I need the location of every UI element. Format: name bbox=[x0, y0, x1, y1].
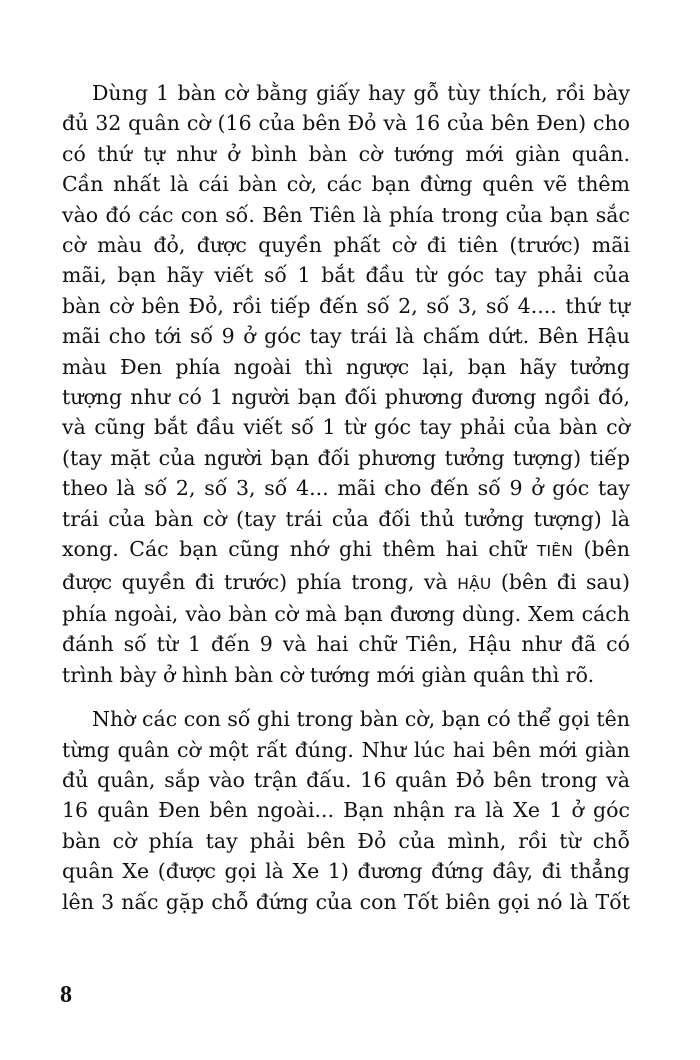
text-line: phía ngoài, vào bàn cờ mà bạn đương dùng. Xem cách bbox=[62, 601, 630, 626]
text-line: tượng như có 1 người bạn đối phương đương ngồi đó, bbox=[62, 385, 630, 410]
text-line: trình bày ở hình bàn cờ tướng mới giàn quân thì rõ. bbox=[62, 662, 595, 687]
text-line bbox=[62, 567, 630, 599]
text-line: mãi, bạn hãy viết số 1 bắt đầu từ góc tay phải của bbox=[62, 263, 630, 288]
text-line: đánh số từ 1 đến 9 và hai chữ Tiên, Hậu như đã có bbox=[62, 632, 630, 657]
text-line: có thứ tự như ở bình bàn cờ tướng mới giàn quân. bbox=[62, 141, 630, 166]
text-line: 16 quân Đen bên ngoài... Bạn nhận ra là Xe 1 ở góc bbox=[62, 798, 630, 823]
text-line: và cũng bắt đầu viết số 1 từ góc tay phải của bàn cờ bbox=[62, 415, 630, 440]
text-line: Dùng 1 bàn cờ bằng giấy hay gỗ tùy thích, rồi bày bbox=[92, 81, 630, 105]
text-line: bàn cờ bên Đỏ, rồi tiếp đến số 2, số 3, số 4.... thứ tự bbox=[62, 293, 630, 318]
hau-label: HẬU bbox=[457, 574, 492, 593]
text-line: màu Đen phía ngoài thì ngược lại, bạn hãy tưởng bbox=[62, 354, 630, 379]
text-line: quân Xe (được gọi là Xe 1) đương đứng đây, đi thẳng bbox=[62, 859, 630, 884]
text-line: đủ quân, sắp vào trận đấu. 16 quân Đỏ bên trong và bbox=[62, 767, 630, 792]
text-segment: (bên bbox=[573, 537, 630, 562]
body-text bbox=[62, 78, 630, 917]
text-line: (tay mặt của người bạn đối phương tưởng tượng) tiếp bbox=[62, 445, 630, 470]
text-line: trái của bàn cờ (tay trái của đối thủ tưởng tượng) là bbox=[62, 506, 630, 531]
text-line bbox=[62, 534, 630, 566]
text-segment: xong. Các bạn cũng nhớ ghi thêm hai chữ bbox=[62, 537, 537, 562]
paragraph-1 bbox=[62, 78, 630, 690]
text-line: từng quân cờ một rất đúng. Như lúc hai bên mới giàn bbox=[62, 737, 630, 762]
text-line: Cần nhất là cái bàn cờ, các bạn đừng quên vẽ thêm bbox=[62, 172, 630, 197]
text-line: theo là số 2, số 3, số 4... mãi cho đến số 9 ở góc tay bbox=[62, 476, 630, 501]
text-line: mãi cho tới số 9 ở góc tay trái là chấm dứt. Bên Hậu bbox=[62, 324, 630, 349]
text-line: vào đó các con số. Bên Tiên là phía trong của bạn sắc bbox=[62, 202, 630, 227]
text-line: đủ 32 quân cờ (16 của bên Đỏ và 16 của bên Đen) cho bbox=[62, 111, 630, 136]
text-segment: (bên đi sau) bbox=[491, 569, 630, 594]
text-line: lên 3 nấc gặp chỗ đứng của con Tốt biên gọi nó là Tốt bbox=[62, 889, 630, 914]
text-line: Nhờ các con số ghi trong bàn cờ, bạn có thể gọi tên bbox=[92, 707, 630, 732]
text-line: cờ màu đỏ, được quyền phất cờ đi tiên (trước) mãi bbox=[62, 233, 630, 258]
page-number: 8 bbox=[60, 982, 72, 1008]
text-segment: được quyền đi trước) phía trong, và bbox=[62, 569, 458, 594]
tien-label: TIÊN bbox=[536, 542, 574, 561]
text-line: bàn cờ phía tay phải bên Đỏ của mình, rồi từ chỗ bbox=[62, 828, 630, 853]
paragraph-2 bbox=[62, 704, 630, 917]
